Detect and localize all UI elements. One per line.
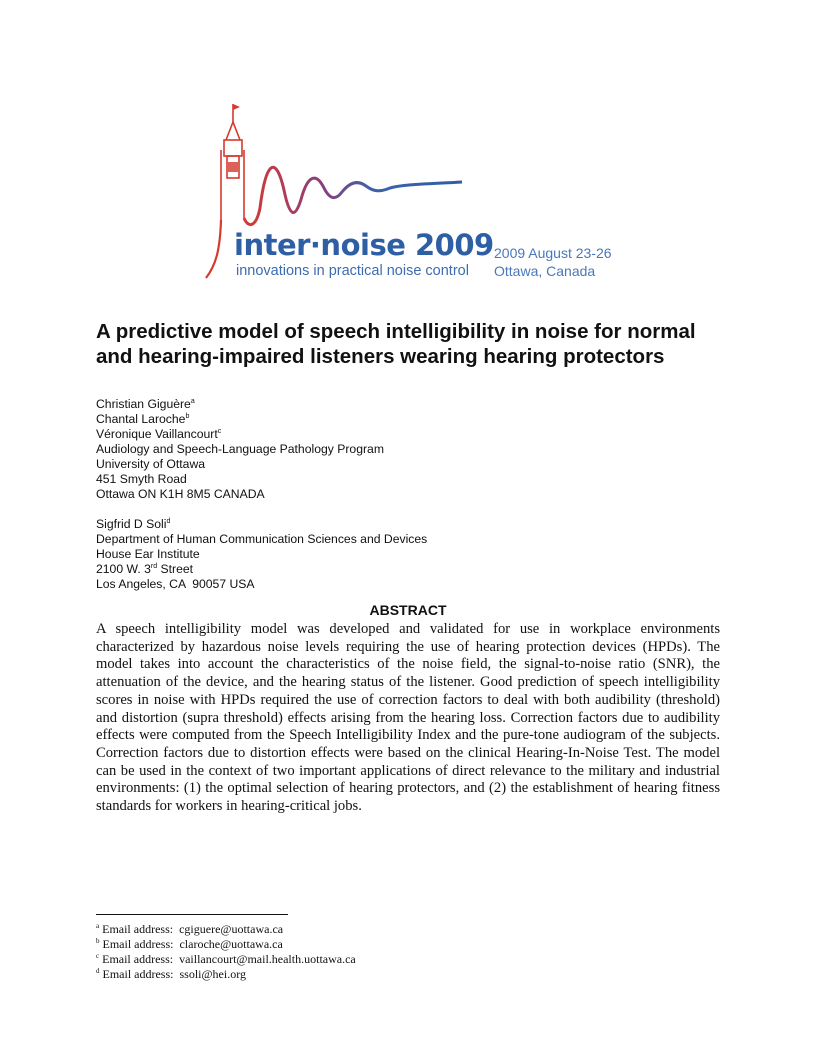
affiliation-line: Department of Human Communication Sciences and Devices bbox=[96, 532, 428, 546]
footnote: $^b$ Email address: claroche@uottawa.ca bbox=[96, 937, 283, 951]
email-link[interactable]: ssoli@hei.org bbox=[179, 967, 246, 981]
abstract-body: A speech intelligibility model was developed and validated for use in workplace environments characterized by hazardous noise levels requiring the use of hearing protection devices (HPDs). The model takes into account the characteristics of the noise field, the signal-to-noise ratio (SNR), the attenuation of the device, and the hearing status of the listener. Good prediction of speech intelligibility scores in noise with HPDs required the use of correction factors to deal with both audibility (threshold) and distortion (supra threshold) effects arising from the hearing loss. Correction factors due to audibility effects were computed from the Speech Intelligibility Index and the pure-tone audiogram of the subjects. Correction factors due to distortion effects were based on the clinical Hearing-In-Noise Test. The model can be used in the context of two important applications of direct relevance to the military and industrial environments: (1) the optimal selection of hearing protectors, and (2) the establishment of hearing fitness standards for workers in hearing-critical jobs. bbox=[96, 621, 720, 815]
footnote: $^c$ Email address: vaillancourt@mail.health.uottawa.ca bbox=[96, 952, 356, 966]
author-name: Véronique Vaillancourt$^c$ bbox=[96, 427, 222, 441]
peace-tower-icon bbox=[221, 104, 244, 220]
conference-logo bbox=[200, 100, 630, 285]
logo-date: 2009 August 23-26 bbox=[494, 245, 612, 261]
affiliation-line: 451 Smyth Road bbox=[96, 472, 187, 486]
email-link[interactable]: vaillancourt@mail.health.uottawa.ca bbox=[179, 952, 356, 966]
author-name: Chantal Laroche$^b$ bbox=[96, 412, 190, 426]
author-name: Sigfrid D Soli$^d$ bbox=[96, 517, 171, 531]
affiliation-line: House Ear Institute bbox=[96, 547, 200, 561]
logo-place: Ottawa, Canada bbox=[494, 263, 596, 279]
footnote: $^a$ Email address: cgiguere@uottawa.ca bbox=[96, 922, 284, 936]
logo-title: inter·noise 2009 bbox=[234, 228, 494, 262]
affiliation-line: Los Angeles, CA 90057 USA bbox=[96, 577, 255, 591]
footnote: $^d$ Email address: ssoli@hei.org bbox=[96, 967, 246, 981]
footnote-divider bbox=[96, 914, 288, 915]
email-link[interactable]: cgiguere@uottawa.ca bbox=[179, 922, 284, 936]
author-name: Christian Giguère$^a$ bbox=[96, 397, 195, 411]
abstract-heading: ABSTRACT bbox=[369, 602, 447, 618]
footnotes bbox=[96, 922, 356, 982]
paper-title-line: A predictive model of speech intelligibility in noise for normal bbox=[96, 320, 696, 343]
affiliation-line: Audiology and Speech-Language Pathology Program bbox=[96, 442, 384, 456]
affiliation-line: University of Ottawa bbox=[96, 457, 206, 471]
email-link[interactable]: claroche@uottawa.ca bbox=[179, 937, 283, 951]
author-block bbox=[96, 397, 427, 592]
affiliation-line: Ottawa ON K1H 8M5 CANADA bbox=[96, 487, 265, 501]
paper-title bbox=[96, 319, 736, 369]
swoosh-icon bbox=[206, 220, 221, 278]
paper-title-line: and hearing-impaired listeners wearing hearing protectors bbox=[96, 345, 665, 368]
logo-subtitle: innovations in practical noise control bbox=[236, 263, 469, 279]
sound-wave-icon bbox=[244, 167, 462, 224]
affiliation-line: 2100 W. 3rd Street bbox=[96, 562, 194, 576]
